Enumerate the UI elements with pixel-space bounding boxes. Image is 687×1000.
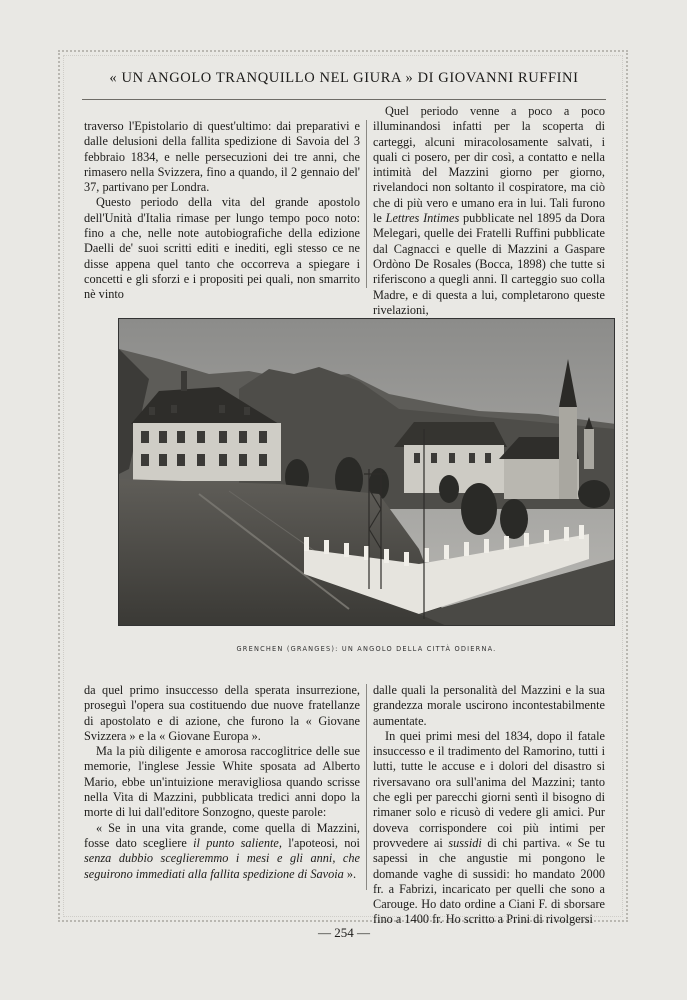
paragraph: Ma la più diligente e amorosa raccoglitrice delle sue memorie, l'inglese Jessie White sposata ad Alberto Mario, ebbe un'intuizione meravigliosa quando scrisse nella Vita di Mazzini, pubblicata tredici anni dopo la morte di lui dall'editore Sonzogno, queste parole: (84, 744, 360, 820)
italic-word: sussidi (448, 835, 482, 850)
page-number: — 254 — (318, 925, 370, 940)
paragraph (373, 729, 605, 928)
column-top-left (84, 119, 360, 303)
column-bottom-left (84, 683, 360, 882)
paragraph: da quel primo insuccesso della sperata insurrezione, proseguì l'opera sua costituendo due nuove fratellanze di apostolato e di azione, che furono la « Giovane Svizzera » e la « Giovane Europa ». (84, 683, 360, 743)
text-run: Quel periodo venne a poco a poco illuminandosi infatti per la scoperta di carteggi, alcuni miracolosamente salvati, i quali ci posero, per dir così, a contatto e nella intimità del Mazzini giorno per giorno, rivelandoci non soltanto il cospiratore, ma ciò che di più vero e umano era in lui. Tali furono le (373, 104, 605, 226)
italic-phrase: il punto saliente, (193, 835, 282, 850)
text-run: pubblicate nel 1895 da Dora Melegari, quelle dei Fratelli Ruffini pubblicate dal Cagnacci e quelle di Mazzini a Gaspare Ordòno De Rosales (Bocca, 1898) che tutte si riferiscono a quegli anni. Il carteggio suo colla Madre, e di questa a lui, completarono queste rivelazioni, (373, 211, 606, 317)
column-top-right (373, 104, 605, 318)
text-run: ». (346, 866, 357, 881)
photograph (118, 318, 615, 626)
italic-phrase: senza dubbio sceglieremmo i mesi e gli anni, che seguirono immediati alla fallita spedizione di Savoia (84, 851, 360, 881)
text-run: di chi partiva. « Se tu sapessi in che angustie mi pongono le domande vaghe di sussidi: ho mandato 2000 fr. a Fabrizi, incaricato per quelli che sono a Carouge. Ho dato ordine a Ciani F. di sborsare fino a 1400 fr. Ho scritto a Prini di rivolgersi (373, 835, 605, 927)
italic-title: Lettres Intimes (385, 211, 460, 226)
running-head: « UN ANGOLO TRANQUILLO NEL GIURA » DI GIOVANNI RUFFINI (109, 70, 579, 86)
paragraph: dalle quali la personalità del Mazzini e la sua grandezza morale uscirono incontestabilmente aumentate. (373, 683, 605, 728)
photo-caption: GRENCHEN (GRANGES): UN ANGOLO DELLA CITTÀ ODIERNA. (236, 645, 497, 653)
text-run: In quei primi mesi del 1834, dopo il fatale insuccesso e il tradimento del Ramorino, tutti i lutti, tutte le accuse e i dolori del disastro si riversavano ora sull'anima del Mazzini; tanto che egli per parecchi giorni sentì il bisogno di rimaner solo e ricusò di vedere gli amici. Pur doveva corrispondere coi più intimi per provvedere ai (373, 728, 605, 850)
column-divider (366, 120, 367, 288)
paragraph (373, 104, 605, 318)
paragraph (84, 821, 360, 882)
header-rule (82, 99, 606, 100)
text-run: l'apoteosi, noi (288, 835, 360, 850)
paragraph: Questo periodo della vita del grande apostolo dell'Unità d'Italia rimase per lungo tempo poco noto: fino a che, nelle note autobiografiche della edizione Daelli de' suoi scritti editi e inediti, egli stesso ce ne disse appena quel tanto che occorreva a spiegare i concetti e gli sforzi e i propositi pei quali, non smarrito nè vinto (84, 195, 360, 302)
column-bottom-right (373, 683, 605, 928)
paragraph: traverso l'Epistolario di quest'ultimo: dai preparativi e dalle delusioni della fallita spedizione di Savoia del 3 febbraio 1834, e nelle persecuzioni dei tre anni, che rimasero nella Svizzera, fino a quando, il 2 gennaio del' 37, partivano per Londra. (84, 119, 360, 195)
column-divider (366, 684, 367, 890)
text-run: « Se in una vita grande, come quella di Mazzini, fosse dato scegliere (84, 820, 360, 850)
photo-illustration (119, 319, 615, 626)
